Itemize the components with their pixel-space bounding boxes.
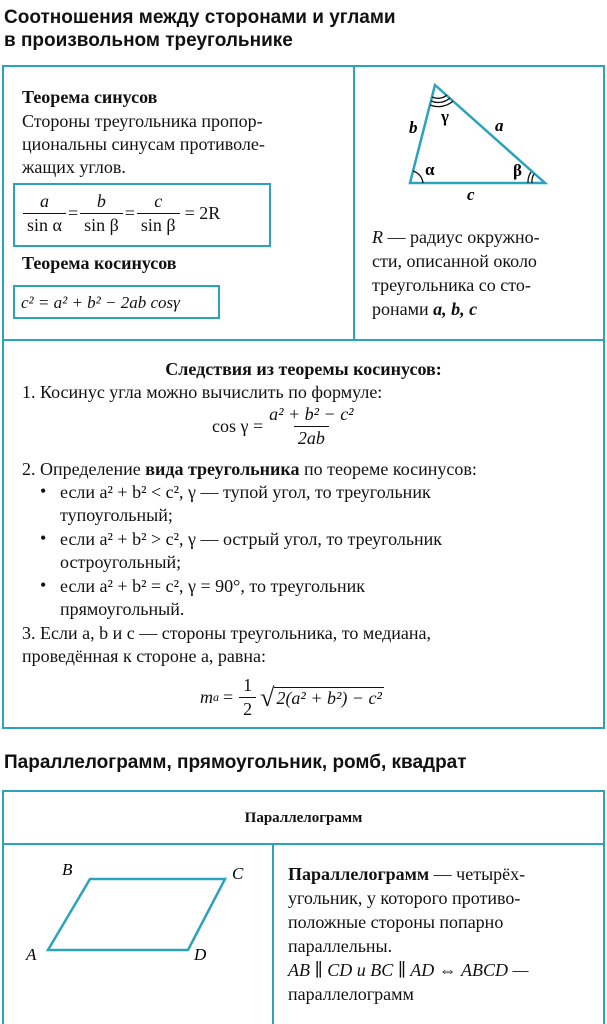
parallelogram-shape (48, 879, 225, 950)
sine-theorem-title: Теорема синусов (22, 87, 158, 107)
parallelogram-header: Параллелограмм (244, 810, 363, 826)
sine-line-2: циональны синусам противоле- (22, 134, 265, 154)
divider-vertical (353, 65, 355, 341)
angle-beta-arc-1 (532, 174, 534, 183)
section-title-line-1: Соотношения между сторонами и углами (4, 7, 396, 28)
triangle-diagram (395, 75, 565, 200)
median-fraction: $\frac{1}{2}$ (239, 675, 256, 720)
corollary-1: 1. Косинус угла можно вычислить по формуле: (22, 382, 383, 402)
angle-gamma-arc-1 (432, 95, 447, 98)
parallelogram-term: Параллелограмм (288, 864, 430, 884)
angle-beta-arc-2 (528, 172, 531, 183)
angle-alpha-label: α (425, 160, 435, 179)
angle-gamma-label: γ (441, 107, 449, 126)
parallelogram-header-divider (2, 843, 605, 845)
bullet-dot-3: • (40, 575, 47, 595)
sqrt-sign: √ (260, 682, 275, 712)
cosine-formula-box (13, 285, 220, 319)
side-b-label: b (409, 118, 418, 137)
side-a-label: a (495, 116, 504, 135)
corollary-3: 3. Если a, b и c — стороны треугольника, то медиана, проведённая к стороне a, равна: (22, 623, 431, 666)
bullet-dot-1: • (40, 481, 47, 501)
parallelogram-diagram (20, 855, 260, 975)
sine-formula-box (13, 183, 271, 247)
sine-line-1: Стороны треугольника пропор- (22, 111, 263, 131)
vertex-c-label: C (232, 864, 244, 883)
fraction-c: $\frac{c}{\text{sin β}}$ (137, 191, 180, 236)
section2-title: Параллелограмм, прямоугольник, ромб, квадрат (4, 752, 467, 773)
radius-symbol: R (372, 227, 383, 247)
vertex-b-label: B (62, 860, 73, 879)
bullet-dot-2: • (40, 528, 47, 548)
radius-vars: a, b, c (433, 299, 478, 319)
median-radicand: 2(a² + b²) − c² (276, 687, 382, 708)
corollaries-title: Следствия из теоремы косинусов: (165, 359, 442, 379)
corollary-2: 2. Определение вида треугольника по теореме косинусов: (22, 459, 477, 479)
parallelogram-notation-end: параллелограмм (288, 984, 414, 1004)
vertex-a-label: A (26, 945, 37, 964)
cosine-formula: c² = a² + b² − 2ab cosγ (21, 293, 180, 312)
bullet-obtuse: если a² + b² < c², γ — тупой угол, то треугольник тупоугольный; (60, 482, 431, 525)
fraction-a: $\frac{a}{\text{sin α}}$ (23, 191, 66, 236)
bullet-acute: если a² + b² > c², γ — острый угол, то треугольник остроугольный; (60, 529, 443, 572)
side-c-label: c (467, 185, 475, 200)
radius-note: R — радиус окружно- сти, описанной около треугольника со сто- ронами a, b, c (372, 227, 540, 319)
vertex-d-label: D (194, 945, 207, 964)
parallelogram-notation: AB ∥ CD и BC ∥ AD ⇔ ABCD — (288, 960, 529, 980)
divider-horizontal (2, 339, 605, 341)
section-title-line-2: в произвольном треугольнике (4, 30, 293, 51)
cos-formula: cos γ = $\frac{\text{a² + b² − c²}}{2ab}$ (212, 404, 360, 449)
median-formula: m a = $\frac{1}{2}$ √ 2(a² + b²) − c² (200, 675, 382, 719)
parallelogram-vertical-divider (272, 843, 274, 1024)
angle-beta-label: β (513, 161, 522, 180)
cos-fraction: $\frac{\text{a² + b² − c²}}{2ab}$ (269, 404, 354, 448)
sine-line-3: жащих углов. (22, 157, 126, 177)
section-title (4, 6, 396, 52)
bullet-right: если a² + b² = c², γ = 90°, то треугольник прямоугольный. (60, 576, 365, 619)
fraction-b: $\frac{b}{\text{sin β}}$ (80, 191, 123, 236)
parallelogram-definition: Параллелограмм — четырёх- угольник, у которого противо- положные стороны попарно параллельны. AB ∥ CD и BC ∥ AD ⇔ ABCD — параллелограмм (288, 864, 529, 1004)
angle-alpha-arc (413, 171, 423, 183)
cosine-theorem-title: Теорема косинусов (22, 253, 177, 273)
sine-formula: $\frac{a}{\text{sin α}}$ = $\frac{b}{\text{sin β}}$ = $\frac{c}{\text{sin β}}$ = 2R (21, 191, 220, 236)
sine-theorem-text (22, 110, 265, 179)
